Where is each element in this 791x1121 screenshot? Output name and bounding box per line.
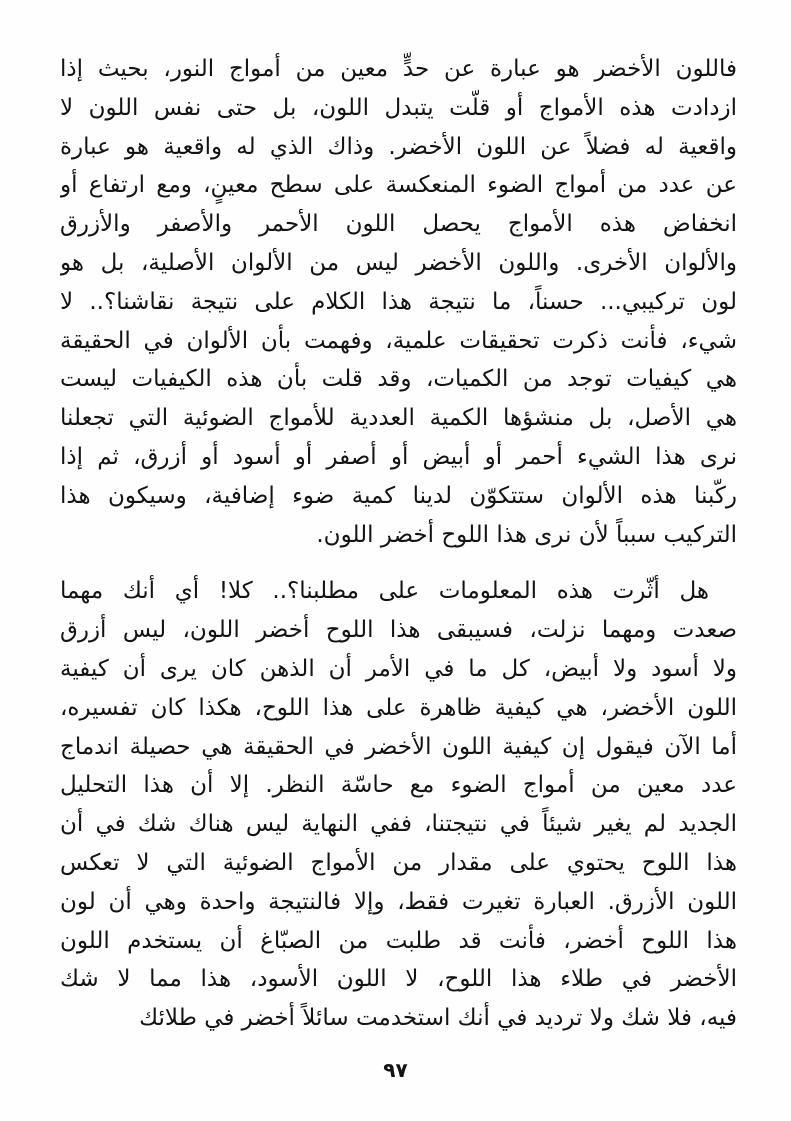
text-line: شيء، فأنت ذكرت تحقيقات علمية، وفهمت بأن الألوان في الحقيقة — [60, 327, 737, 354]
text-line: لون تركيبي... حسناً، ما نتيجة هذا الكلام على نتيجة نقاشنا؟.. لا — [60, 288, 737, 315]
text-line: الجديد لم يغير شيئاً في نتيجتنا، ففي النهاية ليس هناك شك في أن — [60, 811, 737, 838]
text-line: انخفاض هذه الأمواج يحصل اللون الأحمر والأصفر والأزرق — [60, 211, 737, 238]
text-line: نرى هذا الشيء أحمر أو أبيض أو أصفر أو أسود أو أزرق، ثم إذا — [60, 443, 737, 470]
text-line: فيه، فلا شك ولا ترديد في أنك استخدمت سائلاً أخضر في طلائك — [139, 1005, 737, 1032]
text-line: ازدادت هذه الأمواج أو قلّت يتبدل اللون، بل حتى نفس اللون لا — [60, 94, 737, 121]
text-line: التركيب سبباً لأن نرى هذا اللوح أخضر اللون. — [316, 521, 737, 548]
text-line: ركّبنا هذه الألوان ستتكوّن لدينا كمية ضوء إضافية، وسيكون هذا — [60, 482, 737, 509]
text-line: والألوان الأخرى. واللون الأخضر ليس من الألوان الأصلية، بل هو — [60, 249, 737, 276]
text-line: الأخضر في طلاء هذا اللوح، لا اللون الأسود، هذا مما لا شك — [60, 966, 737, 993]
text-line: ولا أسود ولا أبيض، كل ما في الأمر أن الذهن كان يرى أن كيفية — [60, 655, 737, 682]
text-line: عن عدد من أمواج الضوء المنعكسة على سطح معينٍ، ومع ارتفاع أو — [60, 172, 737, 199]
text-line: هذا اللوح أخضر، فأنت قد طلبت من الصبّاغ أن يستخدم اللون — [60, 927, 737, 954]
paragraph-2 — [60, 572, 737, 1038]
text-line: هل أثّرت هذه المعلومات على مطلبنا؟.. كلا! أي أنك مهما — [60, 578, 709, 605]
text-line: هي الأصل، بل منشؤها الكمية العددية للأمواج الضوئية التي تجعلنا — [60, 405, 737, 432]
text-line: عدد معين من أمواج الضوء مع حاسّة النظر. إلا أن هذا التحليل — [60, 772, 737, 799]
page-text — [60, 50, 737, 1038]
page-number: ٩٧ — [383, 1058, 408, 1082]
text-line: هي كيفيات توجد من الكميات، وقد قلت بأن هذه الكيفيات ليست — [60, 366, 737, 393]
text-line: أما الآن فيقول إن كيفية اللون الأخضر في الحقيقة هي حصيلة اندماج — [60, 733, 737, 760]
text-line: هذا اللوح يحتوي على مقدار من الأمواج الضوئية التي لا تعكس — [60, 849, 737, 876]
text-line: اللون الأزرق. العبارة تغيرت فقط، وإلا فالنتيجة واحدة وهي أن لون — [60, 888, 737, 915]
text-line: فاللون الأخضر هو عبارة عن حدٍّ معين من أمواج النور، بحيث إذا — [60, 56, 737, 82]
text-line: واقعية له فضلاً عن اللون الأخضر. وذاك الذي له واقعية هو عبارة — [60, 133, 737, 160]
paragraph-1 — [60, 50, 737, 554]
text-line: صعدت ومهما نزلت، فسيبقى هذا اللوح أخضر اللون، ليس أزرق — [60, 617, 737, 644]
text-line: اللون الأخضر، هي كيفية ظاهرة على هذا اللوح، هكذا كان تفسيره، — [60, 694, 737, 721]
